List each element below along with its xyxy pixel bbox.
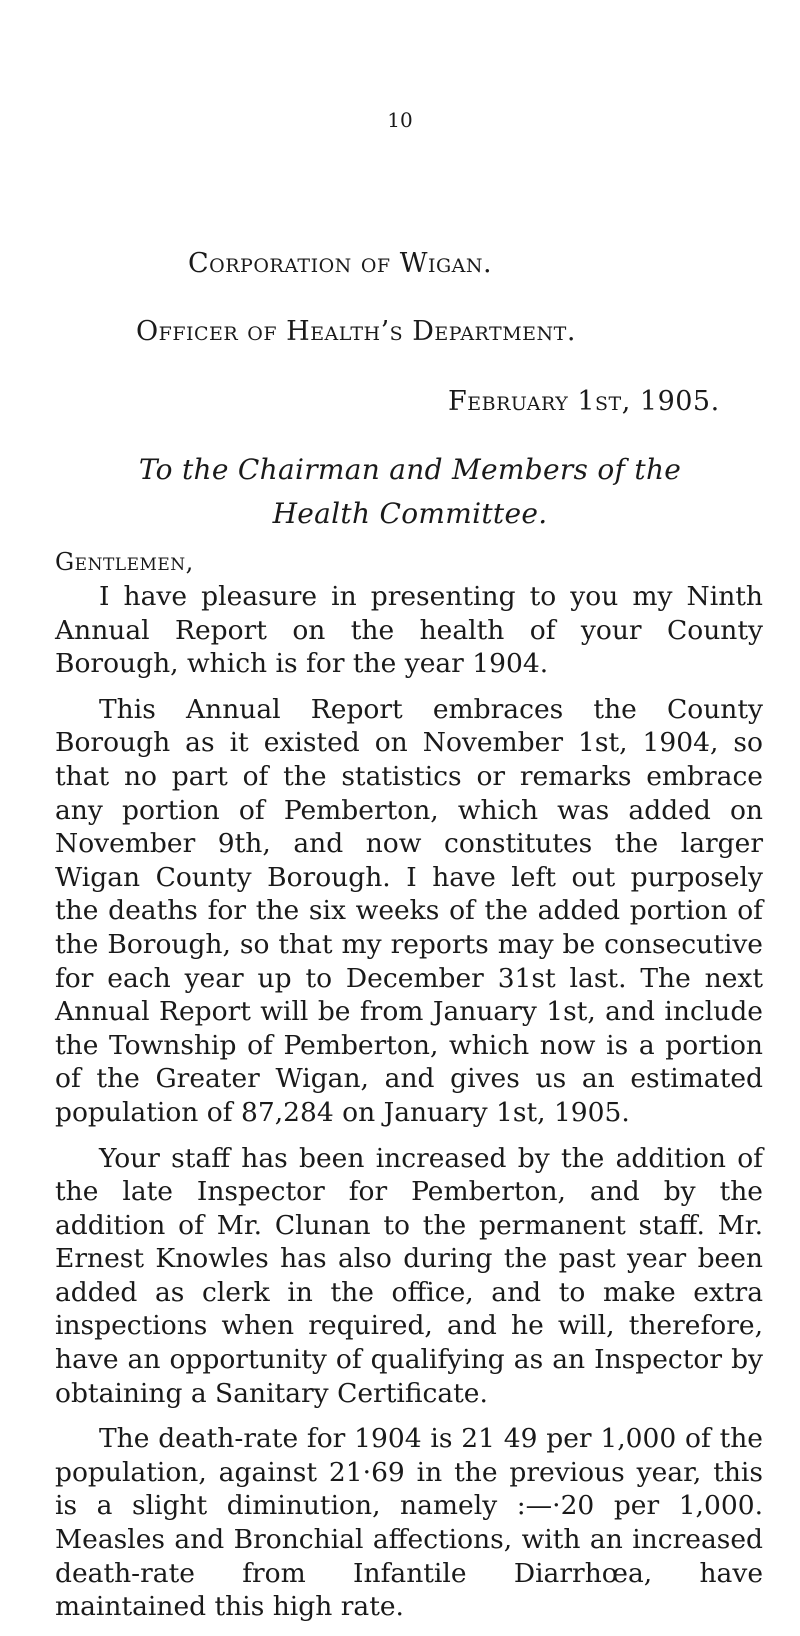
letter-body — [55, 580, 763, 1636]
paragraph: I have pleasure in presenting to you my Ninth Annual Report on the health of your County Borough, which is for the year 1904. — [55, 581, 763, 680]
corporation-heading: Corporation of Wigan. — [188, 248, 493, 279]
department-heading: Officer of Health’s Department. — [136, 316, 576, 347]
page-number: 10 — [387, 108, 413, 132]
salutation: Gentlemen, — [55, 548, 194, 576]
addressee: To the Chairman and Members of the Health Committee. — [138, 453, 682, 530]
letter-date: February 1st, 1905. — [448, 386, 720, 417]
paragraph: The death-rate for 1904 is 21 49 per 1,000 of the population, against 21·69 in the previous year, this is a slight diminution, namely :—·20 per 1,000. Measles and Bronchial affections, with an increased death-rate from Infantile Diarrhœa, have maintained this high rate. — [55, 1423, 763, 1623]
paragraph: This Annual Report embraces the County Borough as it existed on November 1st, 1904, so that no part of the statistics or remarks embrace any portion of Pemberton, which was added on November 9th, and now constitutes the larger Wigan County Borough. I have left out purposely the deaths for the six weeks of the added portion of the Borough, so that my reports may be consecutive for each year up to December 31st last. The next Annual Report will be from January 1st, and include the Township of Pemberton, which now is a portion of the Greater Wigan, and gives us an estimated population of 87,284 on January 1st, 1905. — [55, 693, 763, 1128]
paragraph: Your staff has been increased by the addition of the late Inspector for Pemberton, and by the addition of Mr. Clunan to the permanent staff. Mr. Ernest Knowles has also during the past year been added as clerk in the office, and to make extra inspections when required, and he will, therefore, have an opportunity of qualifying as an Inspector by obtaining a Sanitary Certificate. — [55, 1142, 763, 1409]
